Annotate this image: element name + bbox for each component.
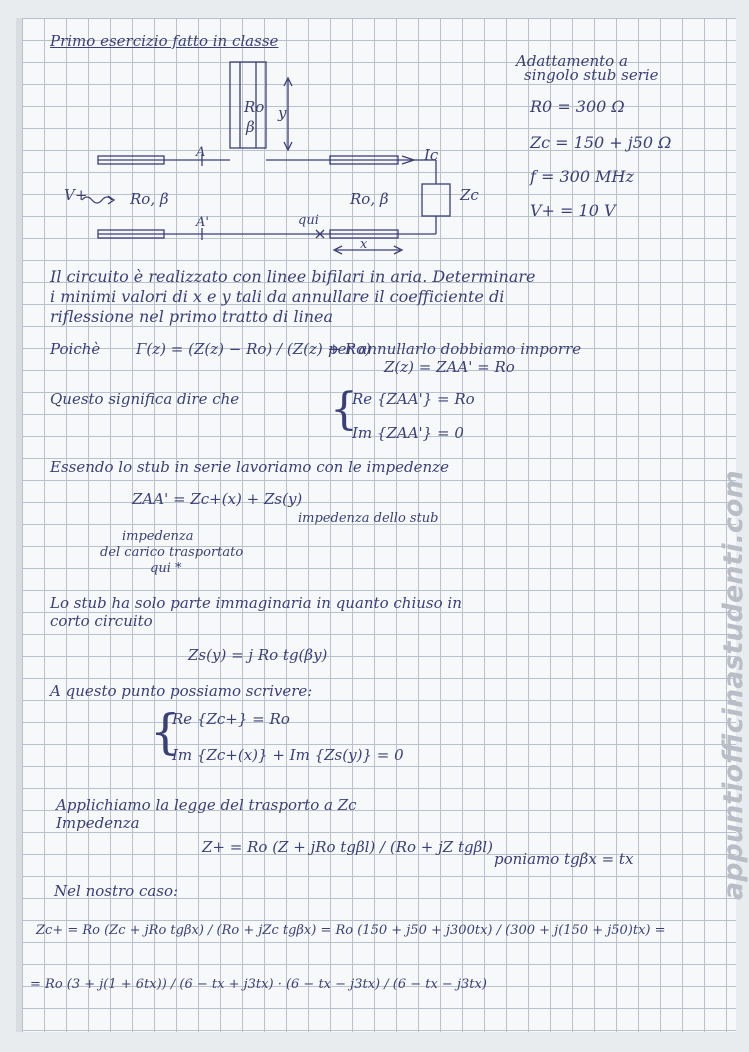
text-imp-carico-3: qui *: [150, 561, 182, 576]
watermark: [686, 470, 749, 910]
label-a-prime: A': [196, 215, 209, 230]
eq-transport: Z+ = Ro (Z + jRo tgβl) / (Ro + jZ tgβl): [202, 838, 493, 856]
stub-y: y: [278, 104, 287, 122]
stub-beta: β: [246, 118, 255, 136]
text-poiche: Poichè: [50, 340, 101, 358]
label-qui: qui: [298, 213, 319, 228]
problem-line-2: i minimi valori di x e y tali da annullare il coefficiente di: [50, 287, 505, 306]
eq-zs: Zs(y) = j Ro tg(βy): [188, 646, 328, 664]
text-questo: Questo significa dire che: [50, 390, 240, 408]
load-zc: [422, 184, 450, 216]
text-applichiamo-1: Applichiamo la legge del trasporto a Zc: [56, 796, 357, 814]
given-r0: R0 = 300 Ω: [530, 97, 625, 116]
eq-im-cond: Im {ZAA'} = 0: [352, 424, 464, 442]
eq-zc-calc: Zc+ = Ro (Zc + jRo tgβx) / (Ro + jZc tgβx) = Ro (150 + j50 + j300tx) / (300 + j(150 + j50)tx) =: [36, 923, 666, 938]
problem-line-1: Il circuito è realizzato con linee bifilari in aria. Determinare: [50, 267, 536, 286]
label-line2: Ro, β: [350, 190, 389, 208]
text-imp-carico-1: impedenza: [122, 529, 194, 544]
eq-re-cond: Re {ZAA'} = Ro: [352, 390, 475, 408]
label-zc: Zc: [460, 186, 479, 204]
given-heading-1: Adattamento a: [516, 52, 628, 70]
text-nel-nostro: Nel nostro caso:: [54, 882, 179, 900]
eq-sys-1: Re {Zc+} = Ro: [172, 710, 290, 728]
brace-2: {: [150, 704, 181, 760]
text-applichiamo-2: Impedenza: [56, 814, 140, 832]
label-line1: Ro, β: [130, 190, 169, 208]
watermark-text: appuntiofficinastudenti.com: [718, 470, 749, 900]
problem-line-3: riflessione nel primo tratto di linea: [50, 307, 333, 326]
label-a: A: [196, 145, 206, 160]
text-lo-stub-1: Lo stub ha solo parte immaginaria in quanto chiuso in: [50, 594, 462, 612]
given-v: V+ = 10 V: [530, 201, 616, 220]
text-lo-stub-2: corto circuito: [50, 612, 153, 630]
text-per-annullarlo: per annullarlo dobbiamo imporre: [328, 340, 582, 358]
eq-impose: Z(z) = ZAA' = Ro: [384, 358, 515, 376]
text-imp-carico-2: del carico trasportato: [100, 545, 244, 560]
eq-last: = Ro (3 + j(1 + 6tx)) / (6 − tx + j3tx) · (6 − tx − j3tx) / (6 − tx − j3tx): [30, 977, 487, 992]
eq-gamma: Γ(z) = (Z(z) − Ro) / (Z(z) + Ro): [136, 340, 372, 358]
text-imp-stub: impedenza dello stub: [298, 511, 439, 526]
label-x: x: [360, 237, 368, 252]
text-a-questo: A questo punto possiamo scrivere:: [50, 682, 313, 700]
eq-zaa: ZAA' = Zc+(x) + Zs(y): [132, 490, 303, 508]
given-f: f = 300 MHz: [530, 167, 634, 186]
label-ic: Ic: [424, 146, 439, 164]
eq-sys-2: Im {Zc+(x)} + Im {Zs(y)} = 0: [172, 746, 404, 764]
text-poniamo: poniamo tgβx = tx: [494, 850, 634, 868]
label-vplus: V+: [64, 186, 88, 204]
text-essendo: Essendo lo stub in serie lavoriamo con le impedenze: [50, 458, 449, 476]
page-title: Primo esercizio fatto in classe: [50, 32, 279, 50]
brace-1: {: [330, 384, 358, 435]
given-zc: Zc = 150 + j50 Ω: [530, 133, 672, 152]
given-heading-2: singolo stub serie: [524, 66, 659, 84]
stub-ro: Ro: [244, 98, 265, 116]
